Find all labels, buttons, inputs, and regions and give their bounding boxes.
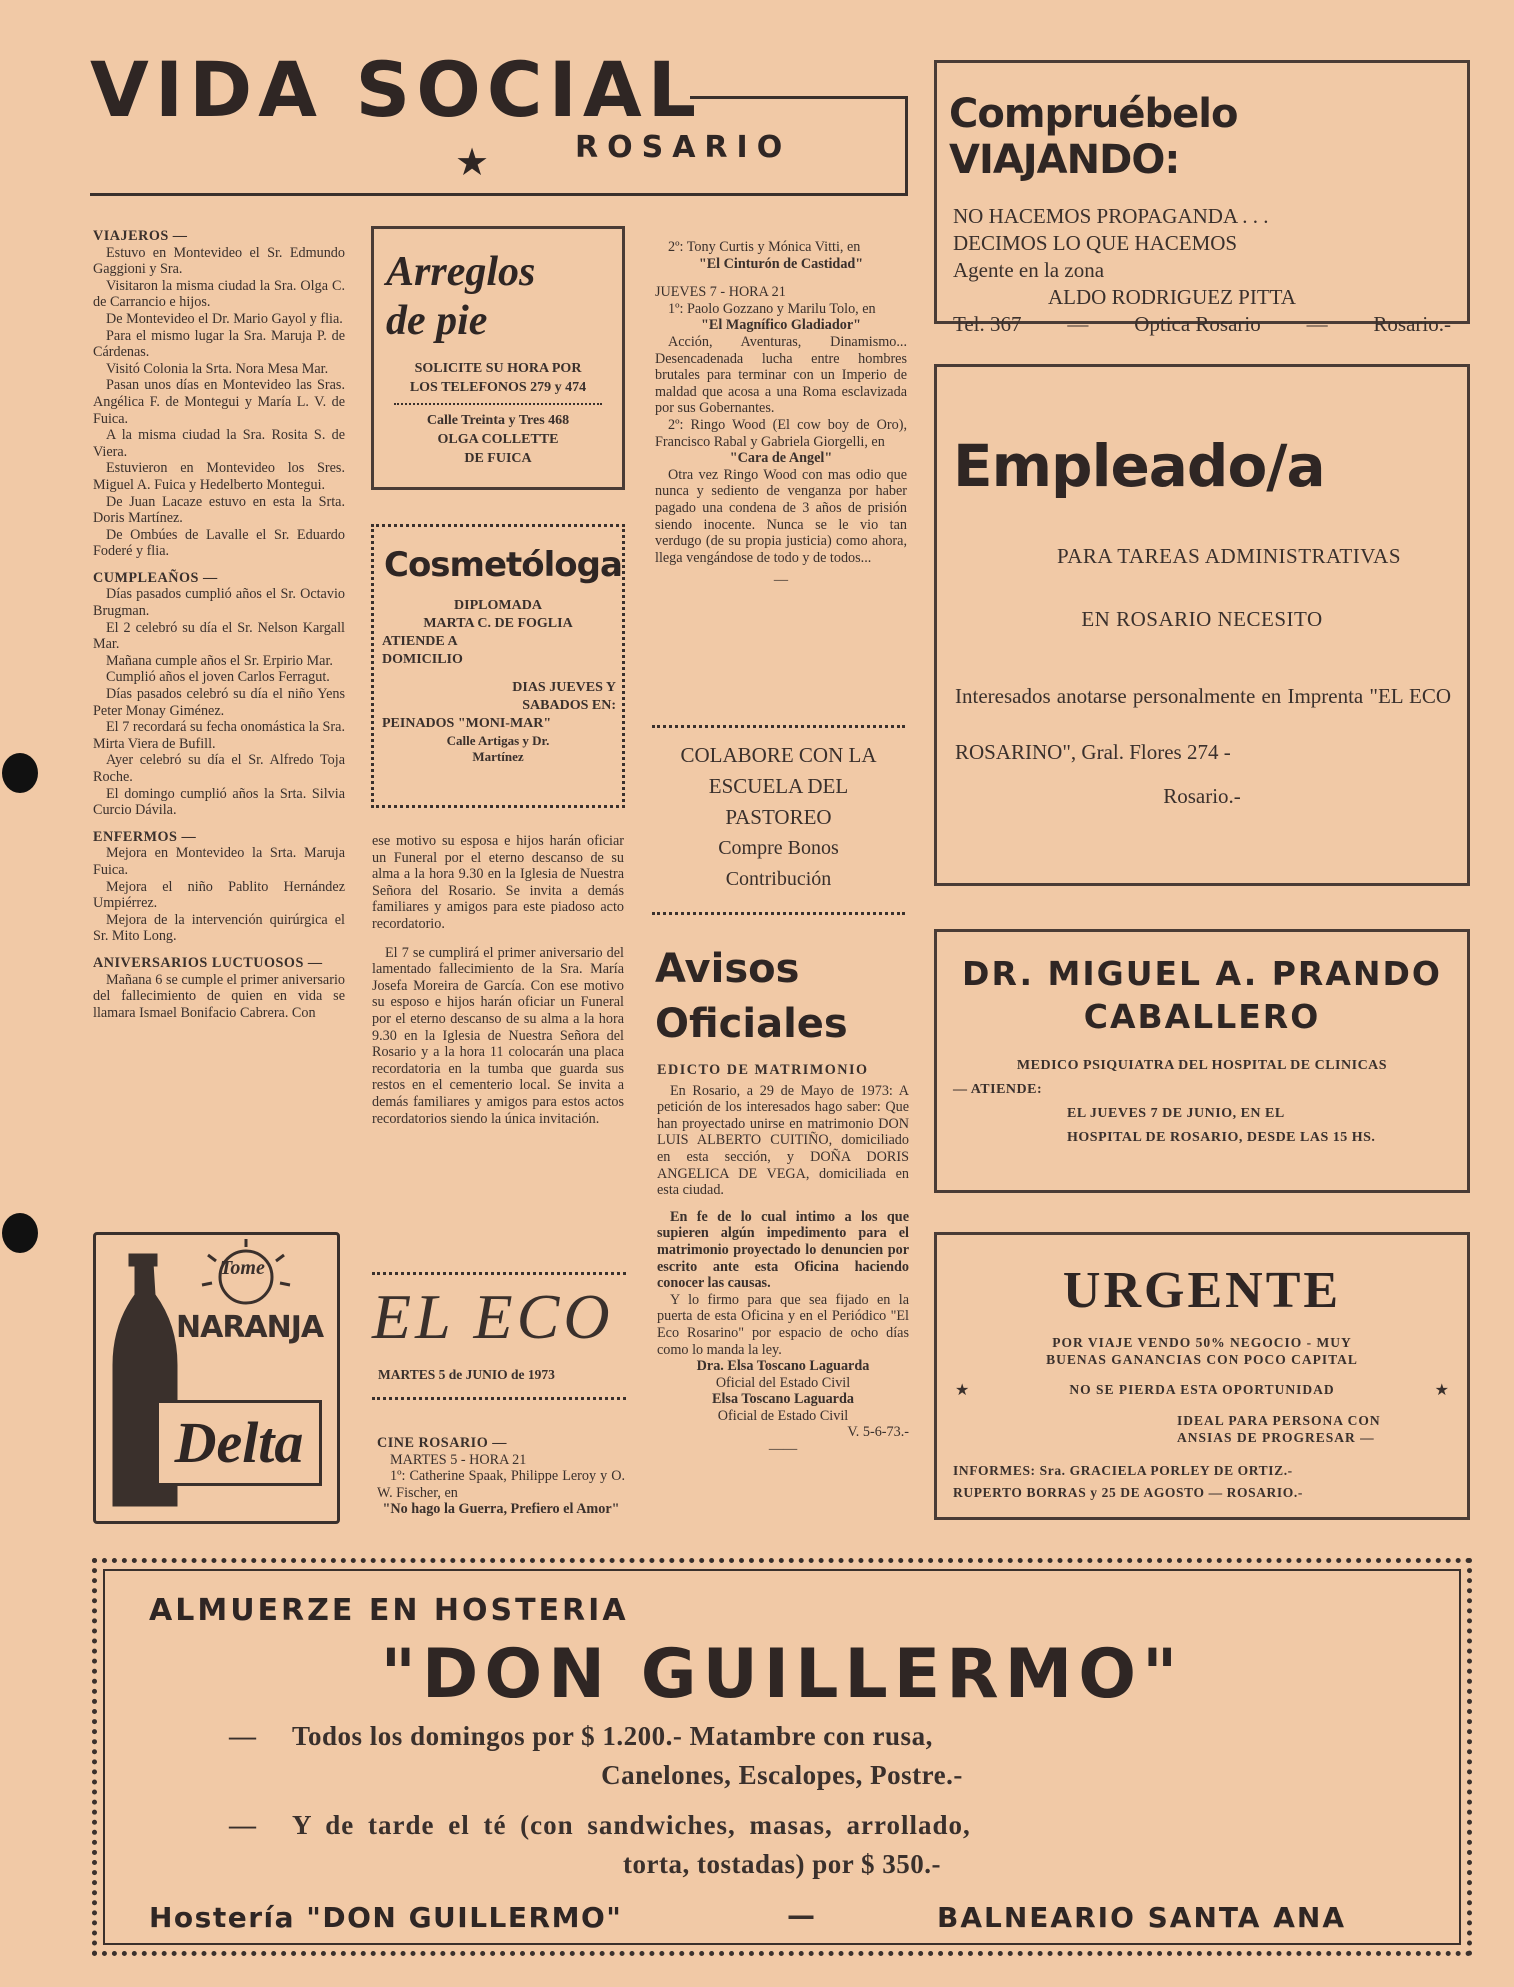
ad-line: DECIMOS LO QUE HACEMOS xyxy=(953,231,1238,255)
ad-title: Empleado/a xyxy=(953,432,1325,500)
reference: V. 5-6-73.- xyxy=(847,1424,909,1441)
news-item: ese motivo su esposa e hijos harán oficiar un Funeral por el eterno descanso de su alma a la hora 9.30 en la Iglesia de Nuestra Señora del Rosario. Se invita a demás familiares y amigos para este piadoso acto recordatorio. xyxy=(372,833,624,932)
ad-title: "DON GUILLERMO" xyxy=(380,1635,1184,1714)
ad-line: DOMICILIO xyxy=(382,652,463,667)
cine-item: 2º: Tony Curtis y Mónica Vitti, en xyxy=(668,239,861,255)
ad-line: ESCUELA DEL xyxy=(708,774,849,798)
section-title: EDICTO DE MATRIMONIO xyxy=(657,1062,869,1078)
film-title: "El Magnífico Gladiador" xyxy=(701,317,861,334)
ad-title: de pie xyxy=(386,298,488,344)
news-item: Mejora el niño Pablito Hernández Umpiérrez. xyxy=(93,878,345,912)
ad-title: Cosmetóloga xyxy=(384,545,622,585)
section-title: ANIVERSARIOS LUCTUOSOS — xyxy=(93,954,323,971)
ad-line: NO HACEMOS PROPAGANDA . . . xyxy=(953,204,1269,228)
cine-date: MARTES 5 - HORA 21 xyxy=(390,1451,527,1468)
news-item: De Ombúes de Lavalle el Sr. Eduardo Foderé y flia. xyxy=(93,526,345,560)
news-item: El 7 recordará su fecha onomástica la Sra. Mirta Viera de Bufill. xyxy=(93,719,345,752)
ad-line: ALMUERZE EN HOSTERIA xyxy=(149,1593,629,1628)
ad-body xyxy=(937,183,1467,338)
ad-line: HOSPITAL DE ROSARIO, DESDE LAS 15 HS. xyxy=(1067,1130,1376,1145)
prando-ad xyxy=(934,929,1470,1193)
cine-column-start xyxy=(377,1435,625,1501)
cine-date: JUEVES 7 - HORA 21 xyxy=(655,284,786,301)
film-title: "Cara de Angel" xyxy=(729,450,833,467)
ad-line: SOLICITE SU HORA POR xyxy=(414,361,582,376)
ad-line: ATIENDE A xyxy=(382,634,458,649)
obituary-column xyxy=(372,833,624,1127)
avisos-item: En fe de lo cual intimo a los que supieren algún impedimento para el matrimonio proyectado lo denuncien por escrito ante esta Oficina haciendo conocer las causas. xyxy=(657,1208,909,1292)
ad-city: Rosario.- xyxy=(1373,312,1451,336)
end-dash: —— xyxy=(768,1441,798,1458)
cine-item: 1º: Paolo Gozzano y Marilu Tolo, en xyxy=(668,300,876,317)
hosteria-ad xyxy=(92,1558,1472,1956)
news-item: De Montevideo el Dr. Mario Gayol y flia. xyxy=(106,310,343,327)
star-icon: ★ xyxy=(1434,1382,1449,1399)
dash: — xyxy=(229,1721,256,1751)
ad-line: EN ROSARIO NECESITO xyxy=(1081,607,1323,631)
divider xyxy=(652,725,905,728)
ad-line: ALDO RODRIGUEZ PITTA xyxy=(1048,285,1296,309)
ad-line: ANSIAS DE PROGRESAR — xyxy=(1177,1430,1375,1445)
news-item: Visitó Colonia la Srta. Nora Mesa Mar. xyxy=(106,360,329,377)
signature: Elsa Toscano Laguarda xyxy=(712,1391,854,1408)
ad-title: Compruébelo VIAJANDO: xyxy=(949,91,1238,183)
ad-line: Canelones, Escalopes, Postre.- xyxy=(601,1760,963,1790)
ad-line: PASTOREO xyxy=(725,805,832,829)
ad-optica: Optica Rosario xyxy=(1134,312,1261,336)
news-item: Mañana cumple años el Sr. Erpirio Mar. xyxy=(106,652,333,669)
news-item: Para el mismo lugar la Sra. Maruja P. de Cárdenas. xyxy=(93,327,345,361)
ad-line: Compre Bonos xyxy=(718,837,839,859)
news-item: El 7 se cumplirá el primer aniversario del lamentado fallecimiento de la Sra. María Josefa Moreira de García. Con ese motivo su esposo e hijos harán oficiar un Funeral por el eterno descanso de su alma a la hora 9.30 en la Iglesia de Nuestra Señora del Rosario y a la hora 11 colocarán una placa recordatoria en la tumba que guarda sus restos en el cementerio local. Se invita a demás familiares y amigos para estos actos recordatorios siendo la única invitación. xyxy=(372,944,624,1127)
ad-line: Calle Treinta y Tres 468 xyxy=(426,413,570,428)
signature: Dra. Elsa Toscano Laguarda xyxy=(696,1358,870,1375)
signature: Oficial de Estado Civil xyxy=(717,1407,849,1424)
cosmetologa-ad xyxy=(371,524,625,808)
ad-title: Arreglos xyxy=(386,249,536,295)
ad-line: Martínez xyxy=(472,749,524,764)
section-title: VIAJEROS — xyxy=(93,228,188,244)
ad-line: torta, tostadas) por $ 350.- xyxy=(623,1849,941,1879)
film-title-text: "No hago la Guerra, Prefiero el Amor" xyxy=(382,1501,620,1517)
avisos-title: Avisos xyxy=(655,946,800,992)
cine-item: Acción, Aventuras, Dinamismo... Desencadenada lucha entre hombres brutales para terminar con un Imperio de maldad que acosa a una Roma esclavizada por sus Gobernantes. xyxy=(655,333,907,417)
end-dash: — xyxy=(773,572,789,589)
section-title: CINE ROSARIO — xyxy=(377,1435,507,1451)
ad-line: Agente en la zona xyxy=(953,258,1105,282)
ad-delta: Delta xyxy=(156,1400,322,1486)
divider xyxy=(394,403,602,405)
eleco-date: MARTES 5 de JUNIO de 1973 xyxy=(378,1367,555,1382)
ad-phone: Tel. 367 xyxy=(953,312,1022,336)
avisos-item: Y lo firmo para que sea fijado en la puerta de esta Oficina y en el Periódico "El Eco Rosarino" por espacio de ocho días como lo manda la ley. xyxy=(657,1291,909,1358)
news-item: Ayer celebró su día el Sr. Alfredo Toja Roche. xyxy=(93,752,345,785)
news-item: Visitaron la misma ciudad la Sra. Olga C. de Carrancio e hijos. xyxy=(93,277,345,311)
divider xyxy=(372,1272,626,1275)
section-title: CUMPLEAÑOS — xyxy=(93,569,218,586)
empleado-ad xyxy=(934,364,1470,886)
ad-line: DIAS JUEVES Y xyxy=(512,680,616,695)
dash: — xyxy=(1306,312,1328,336)
viajando-ad xyxy=(934,60,1470,336)
star-icon: ★ xyxy=(455,142,490,184)
divider xyxy=(652,912,905,915)
punch-hole xyxy=(2,753,38,793)
ad-contact-row xyxy=(953,311,1467,338)
spacer xyxy=(655,222,907,239)
ad-line: RUPERTO BORRAS y 25 DE AGOSTO — ROSARIO.- xyxy=(953,1485,1303,1500)
ad-line: OLGA COLLETTE xyxy=(437,432,559,447)
star-icon: ★ xyxy=(955,1382,970,1399)
film-title: "El Cinturón de Castidad" xyxy=(698,255,864,272)
ad-row xyxy=(937,1368,1467,1400)
cine-item: 1º: Catherine Spaak, Philippe Leroy y O. W. Fischer, en xyxy=(377,1468,625,1501)
news-item: Días pasados cumplió años el Sr. Octavio Brugman. xyxy=(93,586,345,620)
ad-line: MARTA C. DE FOGLIA xyxy=(423,616,573,631)
ad-line: MEDICO PSIQUIATRA DEL HOSPITAL DE CLINICAS xyxy=(1016,1058,1388,1073)
section-title: ENFERMOS — xyxy=(93,828,197,845)
news-item: Mejora de la intervención quirúrgica el Sr. Mito Long. xyxy=(93,911,345,945)
ad-title: CABALLERO xyxy=(1083,997,1321,1036)
ad-title: URGENTE xyxy=(1062,1262,1342,1319)
ad-line: COLABORE CON LA xyxy=(680,743,877,767)
dash: — xyxy=(1067,312,1089,336)
dash: — xyxy=(787,1899,815,1932)
masthead-city: ROSARIO xyxy=(575,130,792,165)
ad-footer-left: Hostería "DON GUILLERMO" xyxy=(149,1901,623,1934)
urgente-ad xyxy=(934,1232,1470,1520)
news-item: Estuvieron en Montevideo los Sres. Miguel A. Fuica y Hedelberto Montegui. xyxy=(93,460,345,493)
ad-line: EL JUEVES 7 DE JUNIO, EN EL xyxy=(1067,1106,1285,1121)
ad-naranja: NARANJA xyxy=(176,1310,324,1345)
ad-line: Interesados anotarse personalmente en Imprenta "EL ECO ROSARINO", Gral. Flores 274 - xyxy=(955,684,1451,764)
ad-line: BUENAS GANANCIAS CON POCO CAPITAL xyxy=(1046,1352,1358,1367)
film-title xyxy=(377,1501,625,1518)
ad-line: DIPLOMADA xyxy=(454,598,542,613)
dash: — xyxy=(229,1810,256,1840)
ad-line: PEINADOS "MONI-MAR" xyxy=(382,716,552,731)
ad-line: — ATIENDE: xyxy=(953,1082,1043,1097)
ad-line: NO SE PIERDA ESTA OPORTUNIDAD xyxy=(1069,1382,1335,1397)
ad-tome: Tome xyxy=(220,1257,265,1279)
news-item: El domingo cumplió años la Srta. Silvia Curcio Dávila. xyxy=(93,785,345,819)
arreglos-ad xyxy=(371,226,625,490)
ad-line: Rosario.- xyxy=(1163,784,1241,808)
ad-line: POR VIAJE VENDO 50% NEGOCIO - MUY xyxy=(1052,1335,1352,1350)
ad-line: DE FUICA xyxy=(464,451,532,466)
ad-line: INFORMES: Sra. GRACIELA PORLEY DE ORTIZ.- xyxy=(953,1463,1293,1478)
news-item: Mejora en Montevideo la Srta. Maruja Fuica. xyxy=(93,845,345,878)
avisos-column xyxy=(657,1062,909,1458)
eleco-title: EL ECO xyxy=(372,1281,614,1352)
news-item: Estuvo en Montevideo el Sr. Edmundo Gaggioni y Sra. xyxy=(93,244,345,278)
news-item: Pasan unos días en Montevideo las Sras. Angélica F. de Montegui y María L. V. de Fuica. xyxy=(93,377,345,427)
punch-hole xyxy=(2,1213,38,1253)
ad-line: IDEAL PARA PERSONA CON xyxy=(1177,1413,1381,1428)
news-item: Días pasados celebró su día el niño Yens Peter Monay Giménez. xyxy=(93,686,345,719)
news-item: Cumplió años el joven Carlos Ferragut. xyxy=(106,669,330,686)
cine-item: 2º: Ringo Wood (El cow boy de Oro), Francisco Rabal y Gabriela Giorgelli, en xyxy=(655,416,907,450)
ad-title: DR. MIGUEL A. PRANDO xyxy=(962,954,1442,993)
ad-line: Contribución xyxy=(725,868,832,890)
social-column xyxy=(93,228,345,1021)
ad-line: SABADOS EN: xyxy=(522,698,616,713)
ad-line: Todos los domingos por $ 1.200.- Matambre con rusa, xyxy=(292,1721,933,1751)
cine-item: Otra vez Ringo Wood con mas odio que nunca y sediento de venganza por haber pagado una condena de 3 años de prisión siendo inocente. Nunca se le vio tan verdugo (de su propia justicia) como ahora, llega vengándose de todo y de todos... xyxy=(655,466,907,566)
news-item: A la misma ciudad la Sra. Rosita S. de Viera. xyxy=(93,427,345,460)
ad-line: Calle Artigas y Dr. xyxy=(446,733,550,748)
ad-line: PARA TAREAS ADMINISTRATIVAS xyxy=(1057,544,1402,568)
avisos-title: Oficiales xyxy=(655,1001,848,1047)
naranja-delta-ad xyxy=(93,1232,340,1524)
ad-footer-right: BALNEARIO SANTA ANA xyxy=(937,1901,1346,1934)
ad-line: LOS TELEFONOS 279 y 474 xyxy=(409,380,587,395)
page-title: VIDA SOCIAL xyxy=(90,45,703,134)
signature: Oficial del Estado Civil xyxy=(715,1374,851,1391)
avisos-item: En Rosario, a 29 de Mayo de 1973: A petición de los interesados hago saber: Que han proyectado unirse en matrimonio DON LUIS ALBERTO CUITIÑO, domiciliado en esta sección, y DOÑA DORIS ANGELICA DE VEGA, domiciliada en esta ciudad. xyxy=(657,1082,909,1199)
colabore-ad xyxy=(652,740,905,895)
news-item: De Juan Lacaze estuvo en esta la Srta. Doris Martínez. xyxy=(93,493,345,527)
news-item: El 2 celebró su día el Sr. Nelson Kargall Mar. xyxy=(93,619,345,653)
cine-column xyxy=(655,222,907,589)
ad-line: Y de tarde el té (con sandwiches, masas, arrollado, xyxy=(292,1810,971,1840)
divider xyxy=(372,1397,626,1400)
news-item: Mañana 6 se cumple el primer aniversario del fallecimiento de quien en vida se llamara Ismael Bonifacio Cabrera. Con xyxy=(93,971,345,1021)
